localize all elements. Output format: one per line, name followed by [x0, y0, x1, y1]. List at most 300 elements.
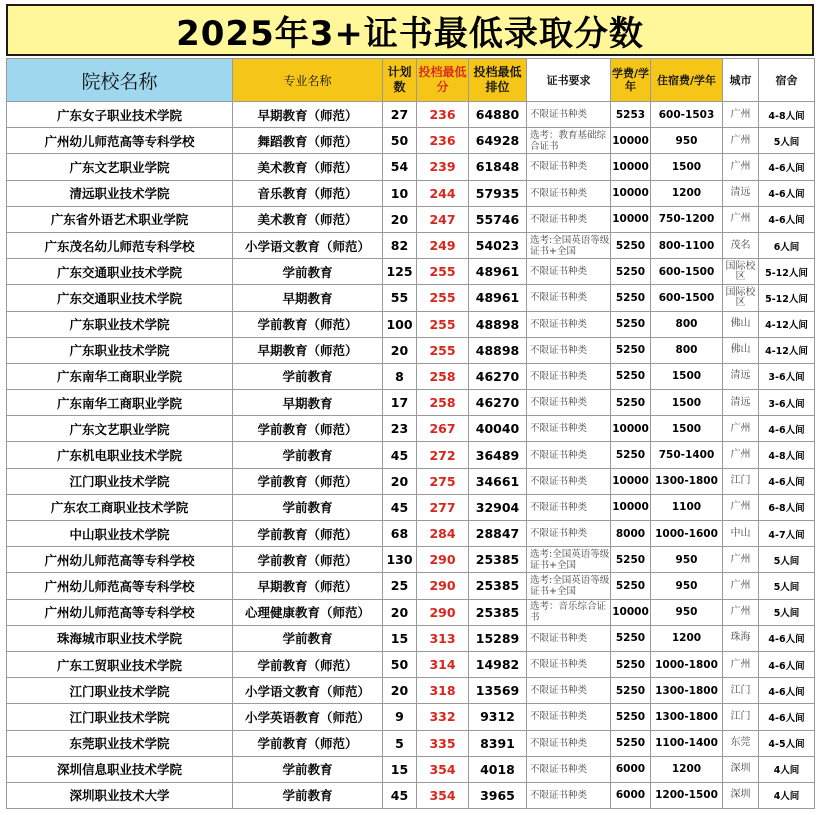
rank-cell: 13569: [469, 678, 527, 704]
score-cell: 255: [417, 285, 469, 311]
cert-cell: 不限证书种类: [527, 102, 611, 128]
dorm-cell: 5-12人间: [759, 285, 815, 311]
school-cell: 广东南华工商职业学院: [7, 363, 233, 389]
school-cell: 中山职业技术学院: [7, 521, 233, 547]
fee-cell: 5250: [611, 232, 651, 258]
fee-cell: 8000: [611, 521, 651, 547]
rank-cell: 3965: [469, 782, 527, 808]
dorm-cell: 4-12人间: [759, 337, 815, 363]
plan-cell: 45: [383, 782, 417, 808]
rank-cell: 25385: [469, 547, 527, 573]
rank-cell: 57935: [469, 180, 527, 206]
dorm-cell: 5人间: [759, 547, 815, 573]
school-cell: 广州幼儿师范高等专科学校: [7, 128, 233, 154]
cert-cell: 不限证书种类: [527, 494, 611, 520]
major-cell: 学前教育: [233, 625, 383, 651]
lodge-cell: 950: [651, 547, 723, 573]
dorm-cell: 4-8人间: [759, 102, 815, 128]
cert-cell: 不限证书种类: [527, 521, 611, 547]
table-row: [7, 390, 815, 416]
rank-cell: 46270: [469, 363, 527, 389]
dorm-cell: 4人间: [759, 756, 815, 782]
lodge-cell: 1500: [651, 363, 723, 389]
fee-cell: 5253: [611, 102, 651, 128]
city-cell: 广州: [723, 102, 759, 128]
rank-cell: 25385: [469, 599, 527, 625]
rank-cell: 54023: [469, 232, 527, 258]
major-cell: 小学英语教育（师范）: [233, 704, 383, 730]
table-row: [7, 625, 815, 651]
cert-cell: 不限证书种类: [527, 311, 611, 337]
city-cell: 广州: [723, 128, 759, 154]
fee-cell: 10000: [611, 416, 651, 442]
page-title: 2025年3+证书最低录取分数: [6, 4, 814, 56]
score-cell: 249: [417, 232, 469, 258]
score-cell: 314: [417, 651, 469, 677]
school-cell: 广东省外语艺术职业学院: [7, 206, 233, 232]
table-row: [7, 337, 815, 363]
plan-cell: 68: [383, 521, 417, 547]
score-cell: 313: [417, 625, 469, 651]
lodge-cell: 1000-1600: [651, 521, 723, 547]
dorm-cell: 4-6人间: [759, 416, 815, 442]
lodge-cell: 1200-1500: [651, 782, 723, 808]
header-rank: 投档最低排位: [469, 59, 527, 102]
rank-cell: 46270: [469, 390, 527, 416]
score-cell: 236: [417, 128, 469, 154]
header-cert: 证书要求: [527, 59, 611, 102]
plan-cell: 50: [383, 128, 417, 154]
school-cell: 广东文艺职业学院: [7, 154, 233, 180]
score-cell: 290: [417, 599, 469, 625]
score-cell: 258: [417, 363, 469, 389]
table-row: [7, 521, 815, 547]
city-cell: 广州: [723, 651, 759, 677]
fee-cell: 5250: [611, 704, 651, 730]
plan-cell: 15: [383, 756, 417, 782]
lodge-cell: 1100: [651, 494, 723, 520]
table-row: [7, 442, 815, 468]
rank-cell: 14982: [469, 651, 527, 677]
rank-cell: 25385: [469, 573, 527, 599]
score-cell: 318: [417, 678, 469, 704]
cert-cell: 不限证书种类: [527, 442, 611, 468]
score-cell: 255: [417, 311, 469, 337]
table-row: [7, 128, 815, 154]
fee-cell: 10000: [611, 180, 651, 206]
major-cell: 早期教育（师范）: [233, 573, 383, 599]
major-cell: 学前教育（师范）: [233, 547, 383, 573]
fee-cell: 5250: [611, 337, 651, 363]
dorm-cell: 4人间: [759, 782, 815, 808]
school-cell: 江门职业技术学院: [7, 468, 233, 494]
plan-cell: 55: [383, 285, 417, 311]
city-cell: 广州: [723, 599, 759, 625]
city-cell: 佛山: [723, 337, 759, 363]
plan-cell: 17: [383, 390, 417, 416]
table-row: [7, 259, 815, 285]
rank-cell: 64928: [469, 128, 527, 154]
rank-cell: 36489: [469, 442, 527, 468]
fee-cell: 10000: [611, 206, 651, 232]
major-cell: 早期教育: [233, 390, 383, 416]
dorm-cell: 5人间: [759, 573, 815, 599]
table-row: [7, 730, 815, 756]
major-cell: 学前教育: [233, 363, 383, 389]
table-row: [7, 206, 815, 232]
cert-cell: 不限证书种类: [527, 363, 611, 389]
cert-cell: 不限证书种类: [527, 756, 611, 782]
school-cell: 广东农工商职业技术学院: [7, 494, 233, 520]
dorm-cell: 4-6人间: [759, 468, 815, 494]
cert-cell: 不限证书种类: [527, 180, 611, 206]
score-cell: 258: [417, 390, 469, 416]
school-cell: 江门职业技术学院: [7, 704, 233, 730]
score-cell: 275: [417, 468, 469, 494]
header-dorm: 宿舍: [759, 59, 815, 102]
score-cell: 236: [417, 102, 469, 128]
table-row: [7, 232, 815, 258]
lodge-cell: 800-1100: [651, 232, 723, 258]
dorm-cell: 4-6人间: [759, 180, 815, 206]
rank-cell: 48961: [469, 259, 527, 285]
major-cell: 舞蹈教育（师范）: [233, 128, 383, 154]
fee-cell: 10000: [611, 468, 651, 494]
city-cell: 国际校区: [723, 259, 759, 285]
major-cell: 学前教育（师范）: [233, 311, 383, 337]
major-cell: 学前教育: [233, 259, 383, 285]
table-row: [7, 102, 815, 128]
table-row: [7, 599, 815, 625]
school-cell: 广东交通职业技术学院: [7, 285, 233, 311]
score-cell: 284: [417, 521, 469, 547]
fee-cell: 5250: [611, 285, 651, 311]
table-row: [7, 782, 815, 808]
score-cell: 277: [417, 494, 469, 520]
school-cell: 珠海城市职业技术学院: [7, 625, 233, 651]
admission-table: [6, 58, 815, 809]
plan-cell: 20: [383, 468, 417, 494]
plan-cell: 27: [383, 102, 417, 128]
lodge-cell: 1300-1800: [651, 468, 723, 494]
cert-cell: 不限证书种类: [527, 337, 611, 363]
lodge-cell: 1300-1800: [651, 678, 723, 704]
cert-cell: 不限证书种类: [527, 730, 611, 756]
rank-cell: 55746: [469, 206, 527, 232]
major-cell: 早期教育（师范）: [233, 337, 383, 363]
dorm-cell: 3-6人间: [759, 363, 815, 389]
dorm-cell: 5人间: [759, 599, 815, 625]
city-cell: 清远: [723, 363, 759, 389]
lodge-cell: 750-1200: [651, 206, 723, 232]
fee-cell: 6000: [611, 756, 651, 782]
school-cell: 广州幼儿师范高等专科学校: [7, 599, 233, 625]
score-cell: 247: [417, 206, 469, 232]
city-cell: 江门: [723, 678, 759, 704]
cert-cell: 不限证书种类: [527, 651, 611, 677]
plan-cell: 25: [383, 573, 417, 599]
school-cell: 深圳职业技术大学: [7, 782, 233, 808]
dorm-cell: 4-8人间: [759, 442, 815, 468]
table-row: [7, 285, 815, 311]
score-cell: 332: [417, 704, 469, 730]
plan-cell: 45: [383, 494, 417, 520]
city-cell: 清远: [723, 180, 759, 206]
major-cell: 早期教育（师范）: [233, 102, 383, 128]
table-row: [7, 154, 815, 180]
fee-cell: 5250: [611, 573, 651, 599]
lodge-cell: 950: [651, 128, 723, 154]
city-cell: 江门: [723, 704, 759, 730]
major-cell: 早期教育: [233, 285, 383, 311]
plan-cell: 8: [383, 363, 417, 389]
rank-cell: 9312: [469, 704, 527, 730]
plan-cell: 20: [383, 337, 417, 363]
school-cell: 广东交通职业技术学院: [7, 259, 233, 285]
cert-cell: 不限证书种类: [527, 678, 611, 704]
lodge-cell: 600-1500: [651, 285, 723, 311]
fee-cell: 5250: [611, 730, 651, 756]
score-cell: 335: [417, 730, 469, 756]
cert-cell: 选考：教育基础综合证书: [527, 128, 611, 154]
major-cell: 美术教育（师范）: [233, 154, 383, 180]
city-cell: 深圳: [723, 756, 759, 782]
plan-cell: 20: [383, 678, 417, 704]
city-cell: 东莞: [723, 730, 759, 756]
city-cell: 珠海: [723, 625, 759, 651]
major-cell: 学前教育（师范）: [233, 416, 383, 442]
fee-cell: 5250: [611, 651, 651, 677]
rank-cell: 61848: [469, 154, 527, 180]
table-body: [7, 102, 815, 809]
rank-cell: 4018: [469, 756, 527, 782]
header-row: [7, 59, 815, 102]
city-cell: 广州: [723, 206, 759, 232]
lodge-cell: 1000-1800: [651, 651, 723, 677]
city-cell: 佛山: [723, 311, 759, 337]
table-row: [7, 704, 815, 730]
fee-cell: 5250: [611, 678, 651, 704]
fee-cell: 10000: [611, 494, 651, 520]
cert-cell: 不限证书种类: [527, 154, 611, 180]
city-cell: 广州: [723, 154, 759, 180]
plan-cell: 5: [383, 730, 417, 756]
major-cell: 美术教育（师范）: [233, 206, 383, 232]
rank-cell: 48898: [469, 311, 527, 337]
fee-cell: 10000: [611, 154, 651, 180]
plan-cell: 20: [383, 206, 417, 232]
lodge-cell: 600-1500: [651, 259, 723, 285]
dorm-cell: 3-6人间: [759, 390, 815, 416]
school-cell: 清远职业技术学院: [7, 180, 233, 206]
score-cell: 290: [417, 547, 469, 573]
city-cell: 广州: [723, 573, 759, 599]
lodge-cell: 1200: [651, 625, 723, 651]
city-cell: 广州: [723, 416, 759, 442]
cert-cell: 不限证书种类: [527, 390, 611, 416]
table-row: [7, 416, 815, 442]
rank-cell: 64880: [469, 102, 527, 128]
major-cell: 学前教育（师范）: [233, 651, 383, 677]
rank-cell: 28847: [469, 521, 527, 547]
table-row: [7, 363, 815, 389]
school-cell: 广东女子职业技术学院: [7, 102, 233, 128]
school-cell: 广东职业技术学院: [7, 337, 233, 363]
fee-cell: 5250: [611, 311, 651, 337]
school-cell: 广州幼儿师范高等专科学校: [7, 573, 233, 599]
dorm-cell: 4-6人间: [759, 206, 815, 232]
cert-cell: 不限证书种类: [527, 625, 611, 651]
fee-cell: 5250: [611, 547, 651, 573]
school-cell: 江门职业技术学院: [7, 678, 233, 704]
rank-cell: 48898: [469, 337, 527, 363]
cert-cell: 不限证书种类: [527, 206, 611, 232]
major-cell: 音乐教育（师范）: [233, 180, 383, 206]
lodge-cell: 950: [651, 573, 723, 599]
rank-cell: 34661: [469, 468, 527, 494]
plan-cell: 45: [383, 442, 417, 468]
major-cell: 小学语文教育（师范）: [233, 678, 383, 704]
fee-cell: 5250: [611, 390, 651, 416]
rank-cell: 40040: [469, 416, 527, 442]
table-row: [7, 494, 815, 520]
major-cell: 学前教育: [233, 494, 383, 520]
dorm-cell: 4-6人间: [759, 704, 815, 730]
score-cell: 354: [417, 782, 469, 808]
city-cell: 江门: [723, 468, 759, 494]
city-cell: 广州: [723, 442, 759, 468]
table-row: [7, 651, 815, 677]
lodge-cell: 1200: [651, 756, 723, 782]
dorm-cell: 5人间: [759, 128, 815, 154]
major-cell: 心理健康教育（师范）: [233, 599, 383, 625]
rank-cell: 32904: [469, 494, 527, 520]
cert-cell: 不限证书种类: [527, 782, 611, 808]
table-row: [7, 180, 815, 206]
dorm-cell: 4-5人间: [759, 730, 815, 756]
rank-cell: 8391: [469, 730, 527, 756]
cert-cell: 不限证书种类: [527, 704, 611, 730]
plan-cell: 50: [383, 651, 417, 677]
cert-cell: 选考:全国英语等级证书+全国: [527, 547, 611, 573]
cert-cell: 不限证书种类: [527, 468, 611, 494]
lodge-cell: 600-1503: [651, 102, 723, 128]
lodge-cell: 1100-1400: [651, 730, 723, 756]
score-cell: 354: [417, 756, 469, 782]
major-cell: 小学语文教育（师范）: [233, 232, 383, 258]
lodge-cell: 1500: [651, 390, 723, 416]
score-cell: 255: [417, 259, 469, 285]
lodge-cell: 750-1400: [651, 442, 723, 468]
header-fee: 学费/学年: [611, 59, 651, 102]
plan-cell: 20: [383, 599, 417, 625]
cert-cell: 选考:全国英语等级证书+全国: [527, 573, 611, 599]
score-cell: 267: [417, 416, 469, 442]
city-cell: 广州: [723, 547, 759, 573]
major-cell: 学前教育（师范）: [233, 468, 383, 494]
city-cell: 深圳: [723, 782, 759, 808]
table-row: [7, 547, 815, 573]
plan-cell: 15: [383, 625, 417, 651]
major-cell: 学前教育: [233, 442, 383, 468]
fee-cell: 10000: [611, 128, 651, 154]
score-cell: 272: [417, 442, 469, 468]
dorm-cell: 5-12人间: [759, 259, 815, 285]
plan-cell: 130: [383, 547, 417, 573]
major-cell: 学前教育（师范）: [233, 730, 383, 756]
cert-cell: 不限证书种类: [527, 259, 611, 285]
city-cell: 国际校区: [723, 285, 759, 311]
dorm-cell: 4-6人间: [759, 625, 815, 651]
major-cell: 学前教育: [233, 782, 383, 808]
rank-cell: 48961: [469, 285, 527, 311]
plan-cell: 125: [383, 259, 417, 285]
school-cell: 东莞职业技术学院: [7, 730, 233, 756]
major-cell: 学前教育（师范）: [233, 521, 383, 547]
cert-cell: 选考:全国英语等级证书+全国: [527, 232, 611, 258]
table-row: [7, 468, 815, 494]
lodge-cell: 1300-1800: [651, 704, 723, 730]
city-cell: 广州: [723, 494, 759, 520]
table-row: [7, 756, 815, 782]
plan-cell: 54: [383, 154, 417, 180]
score-cell: 255: [417, 337, 469, 363]
school-cell: 广东机电职业技术学院: [7, 442, 233, 468]
table-row: [7, 678, 815, 704]
header-major: 专业名称: [233, 59, 383, 102]
school-cell: 广东职业技术学院: [7, 311, 233, 337]
cert-cell: 不限证书种类: [527, 285, 611, 311]
school-cell: 深圳信息职业技术学院: [7, 756, 233, 782]
header-score: 投档最低分: [417, 59, 469, 102]
lodge-cell: 950: [651, 599, 723, 625]
lodge-cell: 800: [651, 337, 723, 363]
header-school: 院校名称: [7, 59, 233, 102]
table-row: [7, 573, 815, 599]
cert-cell: 不限证书种类: [527, 416, 611, 442]
dorm-cell: 4-7人间: [759, 521, 815, 547]
lodge-cell: 1200: [651, 180, 723, 206]
city-cell: 中山: [723, 521, 759, 547]
lodge-cell: 800: [651, 311, 723, 337]
lodge-cell: 1500: [651, 416, 723, 442]
score-cell: 239: [417, 154, 469, 180]
school-cell: 广东文艺职业学院: [7, 416, 233, 442]
plan-cell: 82: [383, 232, 417, 258]
major-cell: 学前教育: [233, 756, 383, 782]
school-cell: 广州幼儿师范高等专科学校: [7, 547, 233, 573]
plan-cell: 10: [383, 180, 417, 206]
lodge-cell: 1500: [651, 154, 723, 180]
rank-cell: 15289: [469, 625, 527, 651]
city-cell: 清远: [723, 390, 759, 416]
plan-cell: 9: [383, 704, 417, 730]
dorm-cell: 4-6人间: [759, 651, 815, 677]
plan-cell: 100: [383, 311, 417, 337]
school-cell: 广东工贸职业技术学院: [7, 651, 233, 677]
table-row: [7, 311, 815, 337]
dorm-cell: 6人间: [759, 232, 815, 258]
header-city: 城市: [723, 59, 759, 102]
dorm-cell: 4-12人间: [759, 311, 815, 337]
dorm-cell: 4-6人间: [759, 678, 815, 704]
fee-cell: 5250: [611, 442, 651, 468]
header-lodge: 住宿费/学年: [651, 59, 723, 102]
dorm-cell: 6-8人间: [759, 494, 815, 520]
fee-cell: 5250: [611, 259, 651, 285]
score-cell: 290: [417, 573, 469, 599]
cert-cell: 选考：音乐综合证书: [527, 599, 611, 625]
